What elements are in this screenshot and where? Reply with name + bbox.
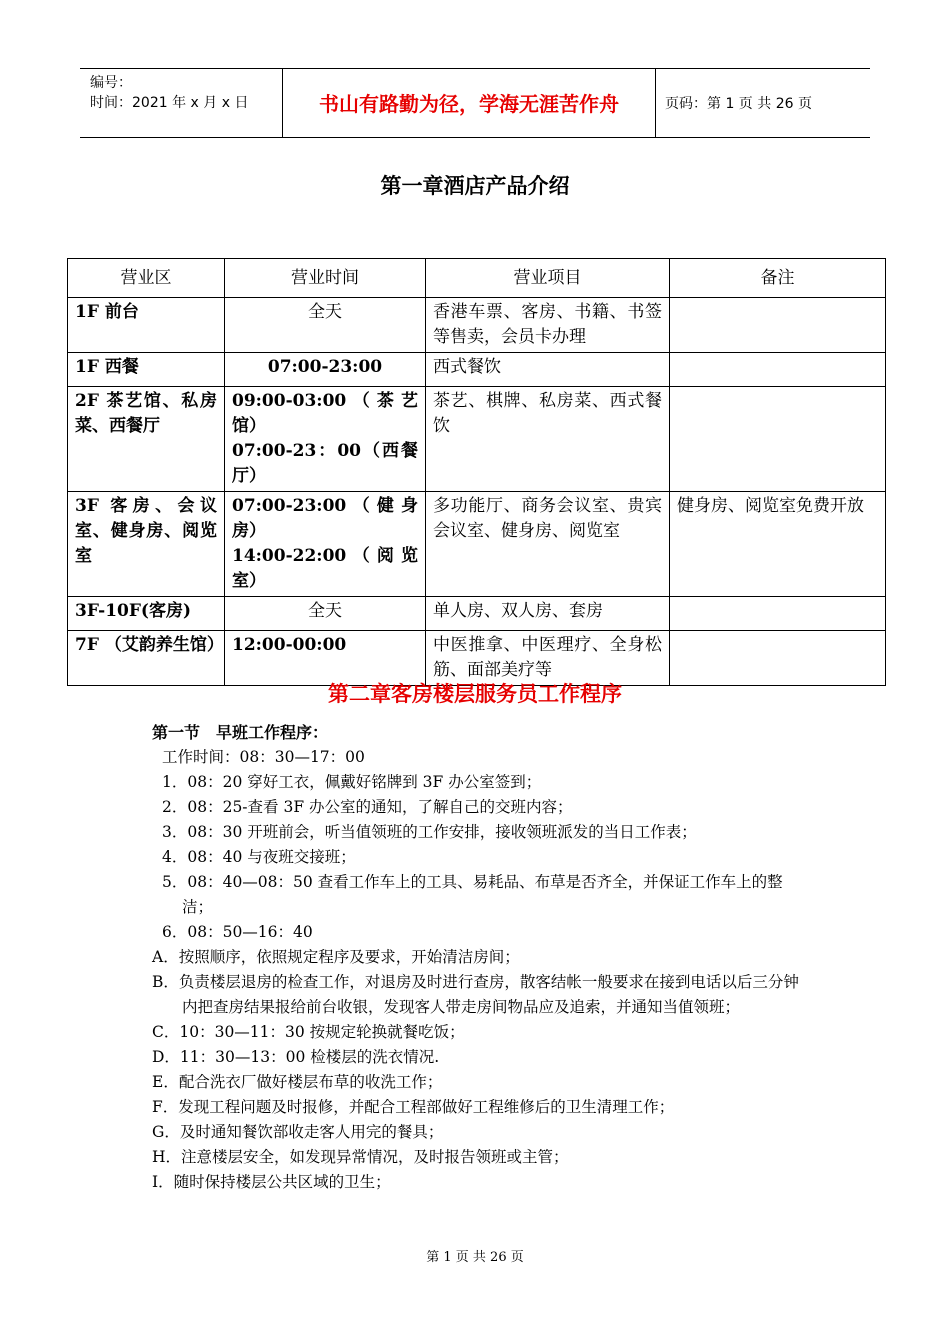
doc-date-label: 时间：2021 年 x 月 x 日 (90, 95, 249, 111)
area-cell: 3F-10F(客房) (68, 597, 225, 631)
task-item: I．随时保持楼层公共区域的卫生； (152, 1173, 391, 1191)
area-cell: 1F 前台 (68, 298, 225, 353)
table-row (68, 597, 886, 631)
table-row (68, 492, 886, 597)
items-cell: 中医推拿、中医理疗、全身松筋、面部美疗等 (426, 631, 670, 686)
table-header-cell: 营业区 (68, 259, 225, 298)
note-cell (670, 597, 886, 631)
chapter1-title: 第一章酒店产品介绍 (380, 173, 570, 198)
table-header-cell: 营业项目 (426, 259, 670, 298)
table-header-cell: 备注 (670, 259, 886, 298)
hours-cell: 全天 (225, 597, 426, 631)
step-item: 5．08：40—08：50 查看工作车上的工具、易耗品、布草是否齐全，并保证工作车上的整洁； (162, 873, 783, 916)
area-cell: 7F （艾韵养生馆） (68, 631, 225, 686)
task-item: D．11：30—13：00 检楼层的洗衣情况. (152, 1048, 440, 1066)
task-item: G．及时通知餐饮部收走客人用完的餐具； (152, 1123, 444, 1141)
table-row (68, 387, 886, 492)
items-cell: 香港车票、客房、书籍、书签等售卖，会员卡办理 (426, 298, 670, 353)
chapter2-body (152, 720, 812, 1195)
page-header (80, 68, 870, 138)
step-item: 1．08：20 穿好工衣，佩戴好铭牌到 3F 办公室签到； (162, 773, 542, 791)
area-cell: 1F 西餐 (68, 353, 225, 387)
note-cell: 健身房、阅览室免费开放 (670, 492, 886, 597)
hours-cell: 全天 (225, 298, 426, 353)
items-cell: 茶艺、棋牌、私房菜、西式餐饮 (426, 387, 670, 492)
task-item: A．按照顺序，依照规定程序及要求，开始清洁房间； (152, 948, 520, 966)
table-header-row (68, 259, 886, 298)
items-cell: 西式餐饮 (426, 353, 670, 387)
hours-line: 07:00-23:00 （ 健 身 房） (232, 496, 418, 541)
hours-line: 14:00-22:00 （ 阅 览 室） (232, 546, 418, 591)
hours-cell: 07:00-23:00 (225, 353, 426, 387)
hours-cell (225, 492, 426, 597)
header-motto: 书山有路勤为径，学海无涯苦作舟 (282, 69, 656, 137)
hotel-product-table (67, 258, 886, 686)
header-page-info: 页码：第 1 页 共 26 页 (665, 96, 812, 112)
note-cell (670, 353, 886, 387)
task-item: E．配合洗衣厂做好楼层布草的收洗工作； (152, 1073, 443, 1091)
area-cell: 3F 客房、会议室、健身房、阅览室 (68, 492, 225, 597)
doc-number-label: 编号： (90, 75, 132, 91)
step-item: 2．08：25-查看 3F 办公室的通知，了解自己的交班内容； (162, 798, 573, 816)
header-left-cell (80, 69, 282, 137)
hours-line: 07:00-23：00（西餐厅） (232, 441, 418, 486)
hours-cell: 12:00-00:00 (225, 631, 426, 686)
note-cell (670, 387, 886, 492)
step-item: 6．08：50—16：40 (162, 923, 313, 941)
chapter2-title: 第二章客房楼层服务员工作程序 (328, 681, 622, 706)
table-row (68, 353, 886, 387)
task-item: C．10：30—11：30 按规定轮换就餐吃饭； (152, 1023, 465, 1041)
section-title: 第一节 早班工作程序： (152, 723, 329, 742)
page-footer: 第 1 页 共 26 页 (426, 1250, 524, 1265)
area-cell: 2F 茶艺馆、私房菜、西餐厅 (68, 387, 225, 492)
task-item: H．注意楼层安全，如发现异常情况，及时报告领班或主管； (152, 1148, 569, 1166)
hours-line: 09:00-03:00 （ 茶 艺 馆） (232, 391, 418, 436)
note-cell (670, 298, 886, 353)
task-item: B．负责楼层退房的检查工作，对退房及时进行查房，散客结帐一般要求在接到电话以后三分钟内把查房结果报给前台收银，发现客人带走房间物品应及追索，并通知当值领班； (152, 973, 799, 1016)
table-row (68, 298, 886, 353)
table-header-cell: 营业时间 (225, 259, 426, 298)
step-item: 4．08：40 与夜班交接班； (162, 848, 356, 866)
items-cell: 多功能厅、商务会议室、贵宾会议室、健身房、阅览室 (426, 492, 670, 597)
items-cell: 单人房、双人房、套房 (426, 597, 670, 631)
work-time: 工作时间：08：30—17：00 (162, 748, 365, 766)
hours-cell (225, 387, 426, 492)
step-item: 3．08：30 开班前会，听当值领班的工作安排，接收领班派发的当日工作表； (162, 823, 697, 841)
task-item: F．发现工程问题及时报修，并配合工程部做好工程维修后的卫生清理工作； (152, 1098, 675, 1116)
